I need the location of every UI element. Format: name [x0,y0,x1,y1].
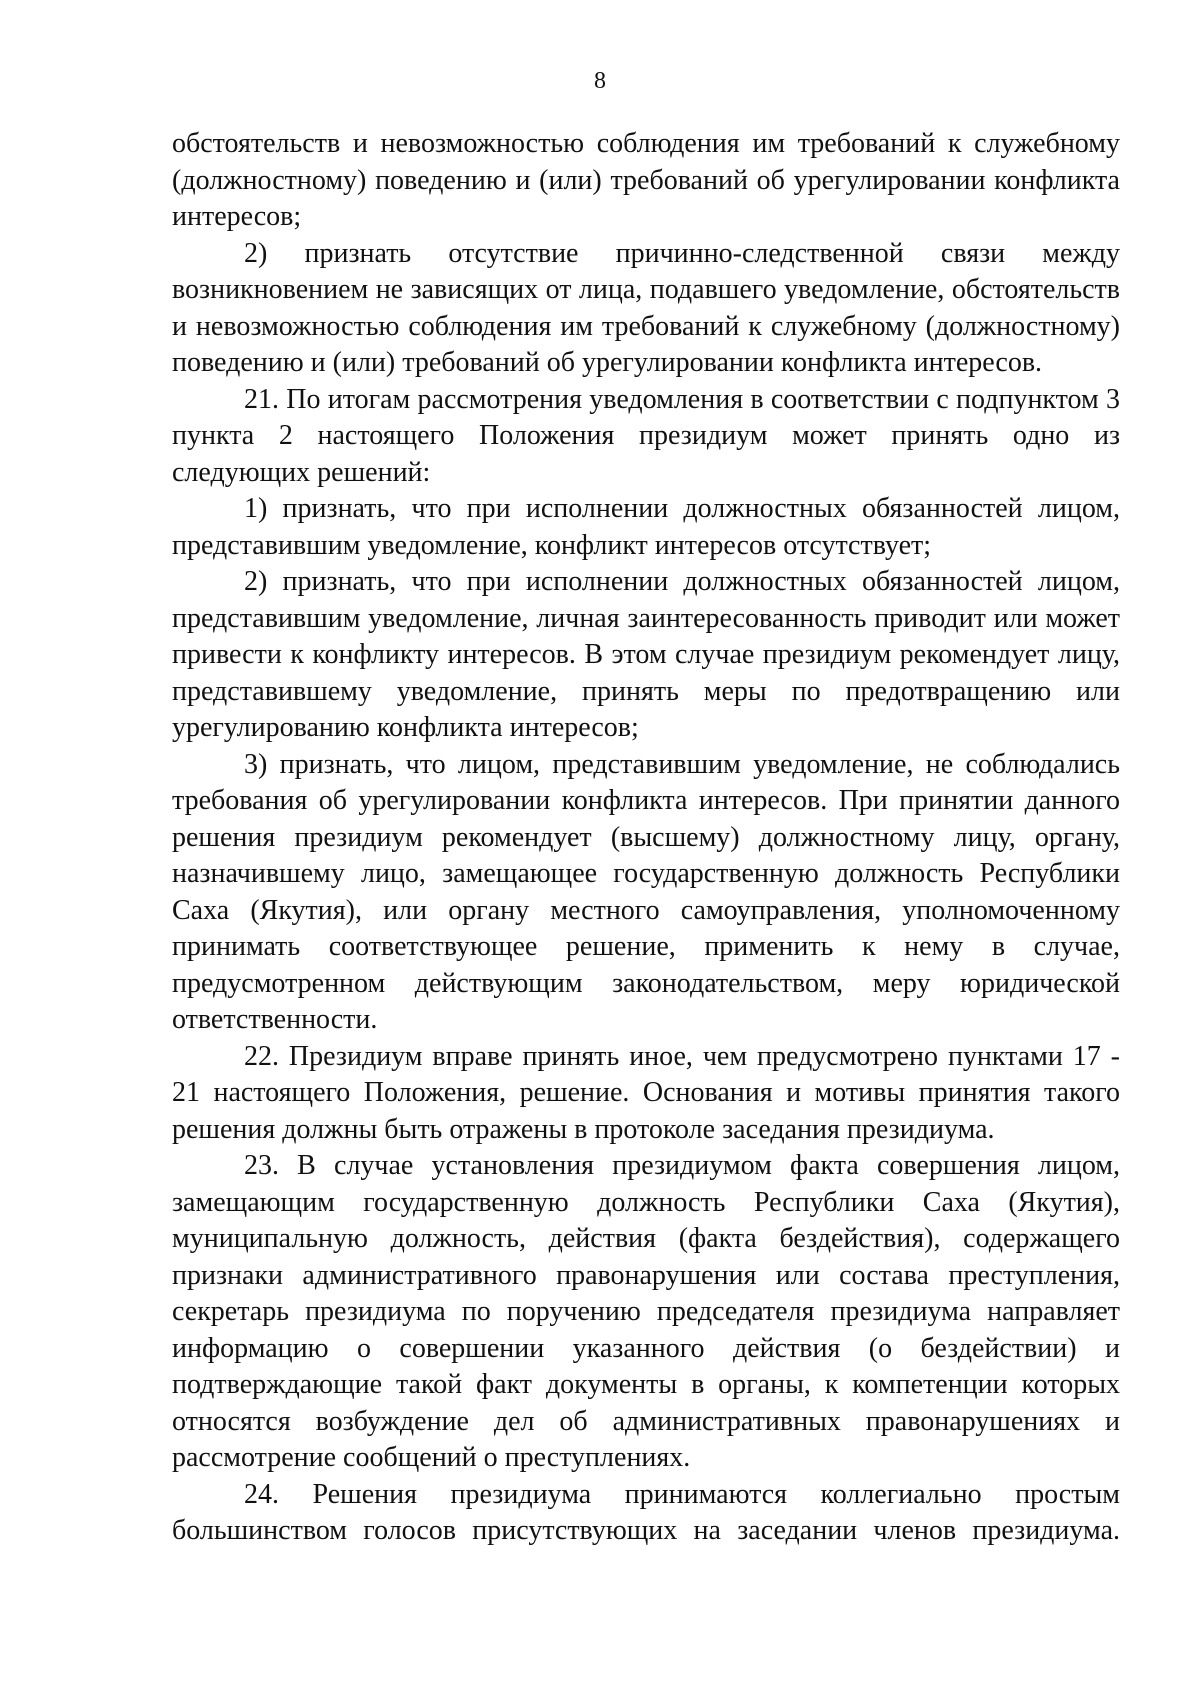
paragraph-24: 24. Решения президиума принимаются коллегиально простым большинством голосов присутствующих на заседании членов президиума. [172,1478,1120,1546]
paragraph-23: 23. В случае установления президиумом факта совершения лицом, замещающим государственную должность Республики Саха (Якутия), муниципальную должность, действия (факта бездействия), содержащего признаки административного правонарушения или состава преступления, секретарь президиума по поручению председателя президиума направляет информацию о совершении указанного действия (о бездействии) и подтверждающие такой факт документы в органы, к компетенции которых относятся возбуждение дел об административных правонарушениях и рассмотрение сообщений о преступлениях. [172,1150,1120,1473]
paragraph-21-item-1: 1) признать, что при исполнении должностных обязанностей лицом, представившим уведомление, конфликт интересов отсутствует; [172,493,1120,561]
document-body [172,126,1120,1550]
paragraph-21-item-3: 3) признать, что лицом, представившим уведомление, не соблюдались требования об урегулировании конфликта интересов. При принятии данного решения президиум рекомендует (высшему) должностному лицу, органу, назначившему лицо, замещающее государственную должность Республики Саха (Якутия), или органу местного самоуправления, уполномоченному принимать соответствующее решение, применить к нему в случае, предусмотренном действующим законодательством, меру юридической ответственности. [172,748,1120,1035]
paragraph-21: 21. По итогам рассмотрения уведомления в соответствии с подпунктом 3 пункта 2 настоящего Положения президиум может принять одно из следующих решений: [172,383,1120,488]
paragraph-continuation: обстоятельств и невозможностью соблюдения им требований к служебному (должностному) поведению и (или) требований об урегулировании конфликта интересов; [172,128,1120,232]
paragraph-22: 22. Президиум вправе принять иное, чем предусмотрено пунктами 17 - 21 настоящего Положения, решение. Основания и мотивы принятия такого решения должны быть отражены в протоколе заседания президиума. [172,1040,1120,1145]
paragraph-21-item-2: 2) признать, что при исполнении должностных обязанностей лицом, представившим уведомление, личная заинтересованность приводит или может привести к конфликту интересов. В этом случае президиум рекомендует лицу, представившему уведомление, принять меры по предотвращению или урегулированию конфликта интересов; [172,566,1120,743]
page-number: 8 [594,68,606,94]
paragraph-item-2-no-causal-link: 2) признать отсутствие причинно-следственной связи между возникновением не зависящих от лица, подавшего уведомление, обстоятельств и невозможностью соблюдения им требований к служебному (должностному) поведению и (или) требований об урегулировании конфликта интересов. [172,237,1120,378]
